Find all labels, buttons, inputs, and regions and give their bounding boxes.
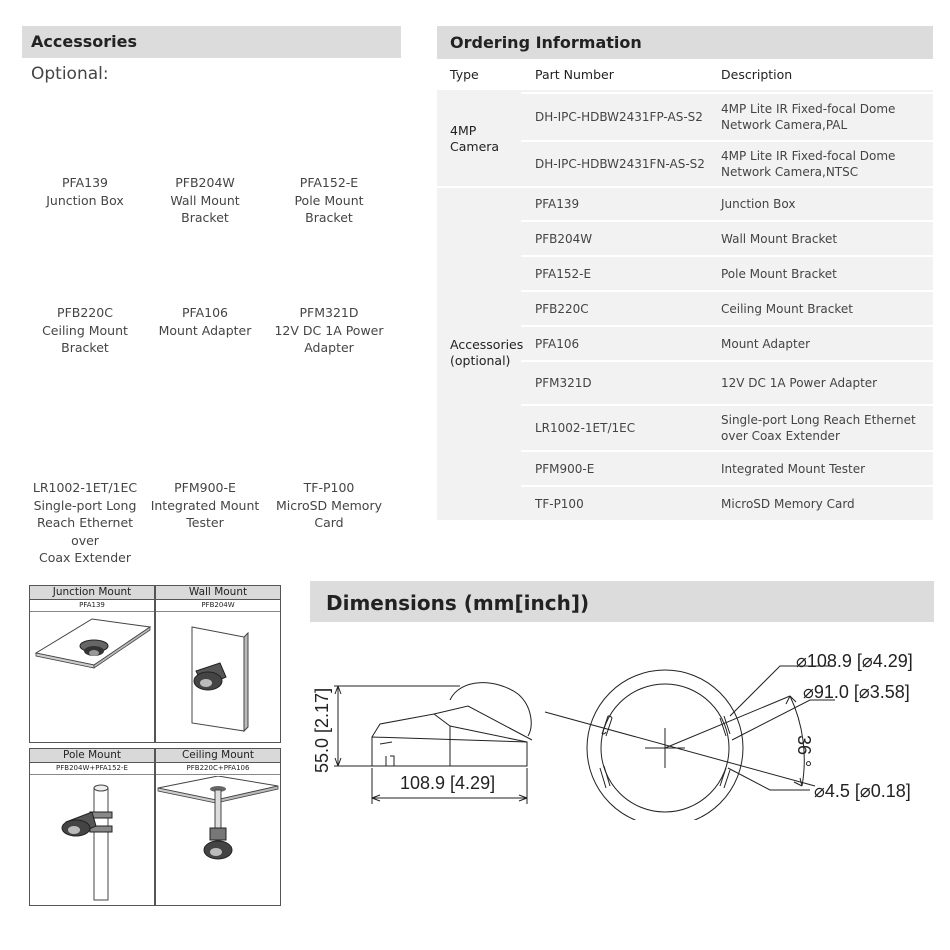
ceiling-mount-illustration [156, 776, 280, 904]
accessory-name-line: Bracket [181, 210, 229, 225]
table-row [521, 140, 933, 186]
accessory-name-line: Single-port Long [33, 497, 137, 513]
mount-part: PFB220C+PFA106 [156, 763, 280, 775]
description-cell [721, 257, 926, 290]
description-cell [721, 94, 926, 140]
accessory-item [22, 174, 148, 209]
mount-part: PFB204W [156, 600, 280, 612]
part-number-cell: PFA106 [535, 336, 580, 351]
accessory-part-number: PFB220C [57, 305, 113, 320]
type-line: Camera [450, 139, 500, 154]
description-line: Integrated Mount Tester [721, 461, 866, 476]
description-line: Mount Adapter [721, 336, 811, 351]
accessory-name-line: Integrated Mount [150, 497, 260, 513]
type-cell [450, 123, 499, 155]
part-number-cell: PFM321D [535, 376, 592, 390]
accessory-part-number: TF-P100 [303, 480, 355, 495]
description-cell [721, 142, 926, 186]
table-row [521, 92, 933, 140]
description-cell [721, 188, 926, 220]
description-line: Network Camera,NTSC [721, 165, 859, 179]
accessory-name-line: Pole Mount [294, 192, 364, 208]
mount-title: Ceiling Mount [156, 749, 280, 763]
description-cell [721, 487, 926, 520]
accessory-name-line: Bracket [61, 340, 109, 355]
accessory-part-number: PFA152-E [299, 175, 359, 190]
wall-mount-panel [155, 585, 281, 743]
column-header-description: Description [707, 59, 933, 90]
description-line: Network Camera,PAL [721, 118, 848, 132]
mount-title: Junction Mount [30, 586, 154, 600]
description-cell [721, 406, 926, 450]
type-cell [450, 337, 523, 369]
accessory-item [142, 174, 268, 227]
group-separator [437, 186, 521, 188]
table-row [521, 186, 933, 220]
accessory-name-line: MicroSD Memory Card [275, 497, 382, 530]
type-line: (optional) [450, 353, 511, 368]
part-number-cell: PFM900-E [535, 461, 595, 476]
accessory-item [266, 304, 392, 357]
mount-title: Wall Mount [156, 586, 280, 600]
accessory-part-number: PFA106 [182, 305, 228, 320]
angle-dimension: 36 ° [794, 735, 814, 768]
accessory-item [266, 479, 392, 532]
accessory-item [266, 174, 392, 227]
accessory-name-line: Tester [186, 515, 224, 530]
accessory-name-line: Adapter [304, 340, 354, 355]
junction-mount-panel [29, 585, 155, 743]
junction-mount-illustration [30, 613, 154, 741]
ceiling-mount-panel [155, 748, 281, 906]
mount-part: PFA139 [30, 600, 154, 612]
description-line: MicroSD Memory Card [721, 496, 855, 511]
accessory-name-line: Mount Adapter [158, 322, 252, 338]
table-row [521, 450, 933, 485]
part-number-cell: PFB220C [535, 301, 589, 316]
accessories-title: Accessories [22, 26, 401, 58]
ordering-information [437, 26, 933, 520]
pole-mount-illustration [30, 776, 154, 904]
ordering-table [437, 59, 933, 520]
accessory-name-line: Coax Extender [39, 550, 131, 565]
description-line: Junction Box [721, 197, 796, 211]
dimensions-title: Dimensions (mm[inch]) [310, 581, 934, 622]
type-line: Accessories [450, 337, 524, 352]
part-number-cell: PFA139 [535, 197, 580, 211]
column-header-type: Type [437, 59, 521, 90]
height-dimension: 55.0 [2.17] [312, 687, 332, 773]
mount-title: Pole Mount [30, 749, 154, 763]
table-row [521, 404, 933, 450]
accessory-part-number: PFA139 [62, 175, 108, 190]
accessory-name-line: Junction Box [46, 192, 124, 208]
type-line: 4MP [450, 123, 477, 138]
accessory-name-line: Wall Mount [170, 192, 240, 208]
accessory-part-number: PFM321D [299, 305, 359, 320]
table-row [521, 255, 933, 290]
width-dimension: 108.9 [4.29] [400, 773, 496, 793]
part-number-cell: TF-P100 [535, 496, 584, 511]
description-line: over Coax Extender [721, 429, 840, 443]
part-number-cell: DH-IPC-HDBW2431FP-AS-S2 [535, 110, 703, 124]
description-line: Pole Mount Bracket [721, 266, 837, 281]
description-line: 4MP Lite IR Fixed-focal Dome [721, 149, 896, 163]
accessory-part-number: LR1002-1ET/1EC [32, 480, 138, 495]
description-line: Wall Mount Bracket [721, 231, 838, 246]
description-cell [721, 292, 926, 325]
wall-mount-illustration [156, 613, 280, 741]
table-row [521, 325, 933, 360]
accessory-part-number: PFB204W [175, 175, 235, 190]
table-row [521, 360, 933, 404]
part-number-cell: PFB204W [535, 231, 593, 246]
inner-diameter-dimension: ⌀91.0 [⌀3.58] [803, 682, 910, 702]
accessory-name-line: Bracket [305, 210, 353, 225]
table-row [521, 290, 933, 325]
ordering-title: Ordering Information [437, 26, 933, 59]
part-number-cell: LR1002-1ET/1EC [535, 421, 636, 435]
dimension-drawing [300, 640, 950, 820]
part-number-cell: DH-IPC-HDBW2431FN-AS-S2 [535, 157, 705, 171]
accessory-item [22, 304, 148, 357]
description-line: Ceiling Mount Bracket [721, 301, 853, 316]
accessory-item [22, 479, 148, 567]
description-line: 12V DC 1A Power Adapter [721, 376, 878, 390]
column-header-part-number: Part Number [521, 59, 707, 90]
description-line: Single-port Long Reach Ethernet [721, 413, 916, 427]
mount-part: PFB204W+PFA152-E [30, 763, 154, 775]
part-number-cell: PFA152-E [535, 266, 592, 281]
accessory-part-number: PFM900-E [174, 480, 236, 495]
hole-diameter-dimension: ⌀4.5 [⌀0.18] [814, 781, 911, 801]
description-cell [721, 222, 926, 255]
accessory-item [142, 479, 268, 532]
accessory-name-line: Ceiling Mount [42, 322, 128, 338]
table-row [521, 485, 933, 520]
outer-diameter-dimension: ⌀108.9 [⌀4.29] [796, 651, 913, 671]
description-cell [721, 362, 926, 404]
table-row [521, 220, 933, 255]
accessory-item [142, 304, 268, 339]
description-cell [721, 327, 926, 360]
optional-label: Optional: [31, 64, 109, 84]
pole-mount-panel [29, 748, 155, 906]
description-cell [721, 452, 926, 485]
accessory-name-line: 12V DC 1A Power [274, 322, 384, 338]
description-line: 4MP Lite IR Fixed-focal Dome [721, 102, 896, 116]
accessory-name-line: Reach Ethernet over [36, 515, 134, 548]
